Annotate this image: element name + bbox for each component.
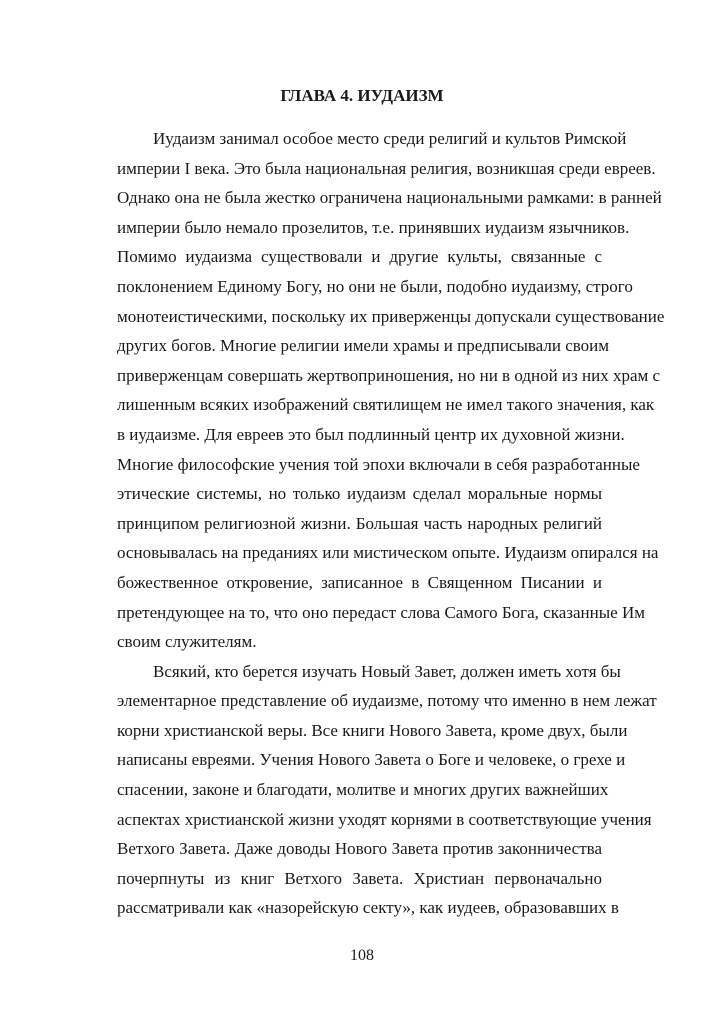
body-text: [117, 124, 665, 923]
text-line: спасении, законе и благодати, молитве и многих других важнейших: [117, 780, 609, 800]
text-line: Иудаизм занимал особое место среди религий и культов Римской: [153, 129, 627, 148]
text-line: этические системы, но только иудаизм сделал моральные нормы: [117, 484, 602, 504]
text-line: элементарное представление об иудаизме, потому что именно в нем лежат: [117, 691, 657, 711]
text-line: монотеистическими, поскольку их приверженцы допускали существование: [117, 306, 665, 326]
text-line: в иудаизме. Для евреев это был подлинный центр их духовной жизни.: [117, 424, 625, 444]
text-line: претендующее на то, что оно передаст слова Самого Бога, сказанные Им: [117, 602, 645, 622]
text-line: своим служителям.: [117, 632, 257, 652]
text-line: принципом религиозной жизни. Большая часть народных религий: [117, 513, 602, 533]
text-line: корни христианской веры. Все книги Нового Завета, кроме двух, были: [117, 720, 628, 740]
text-line: лишенным всяких изображений святилищем не имел такого значения, как: [117, 395, 655, 415]
text-line: аспектах христианской жизни уходят корнями в соответствующие учения: [117, 809, 652, 829]
text-line: Многие философские учения той эпохи включали в себя разработанные: [117, 454, 640, 474]
text-line: написаны евреями. Учения Нового Завета о Боге и человеке, о грехе и: [117, 750, 626, 770]
text-line: рассматривали как «назорейскую секту», как иудеев, образовавших в: [117, 898, 619, 918]
text-line: почерпнуты из книг Ветхого Завета. Христиан первоначально: [117, 868, 602, 888]
page-number: 108: [350, 947, 374, 964]
text-line: Ветхого Завета. Даже доводы Нового Завета против законничества: [117, 839, 602, 859]
paragraph: [117, 657, 657, 923]
text-line: основывалась на преданиях или мистическом опыте. Иудаизм опирался на: [117, 543, 659, 563]
text-line: империи было немало прозелитов, т.е. принявших иудаизм язычников.: [117, 217, 630, 237]
text-line: Всякий, кто берется изучать Новый Завет, должен иметь хотя бы: [153, 661, 621, 681]
text-line: поклонением Единому Богу, но они не были, подобно иудаизму, строго: [117, 276, 633, 296]
text-line: других богов. Многие религии имели храмы и предписывали своим: [117, 336, 610, 356]
text-line: Однако она не была жестко ограничена национальными рамками: в ранней: [117, 188, 662, 208]
text-line: империи I века. Это была национальная религия, возникшая среди евреев.: [117, 158, 656, 178]
text-line: Помимо иудаизма существовали и другие культы, связанные с: [117, 247, 602, 267]
text-line: божественное откровение, записанное в Священном Писании и: [117, 572, 602, 592]
text-line: приверженцам совершать жертвоприношения, но ни в одной из них храм с: [117, 365, 661, 385]
paragraph: [117, 124, 665, 657]
chapter-heading: ГЛАВА 4. ИУДАИЗМ: [280, 86, 444, 105]
